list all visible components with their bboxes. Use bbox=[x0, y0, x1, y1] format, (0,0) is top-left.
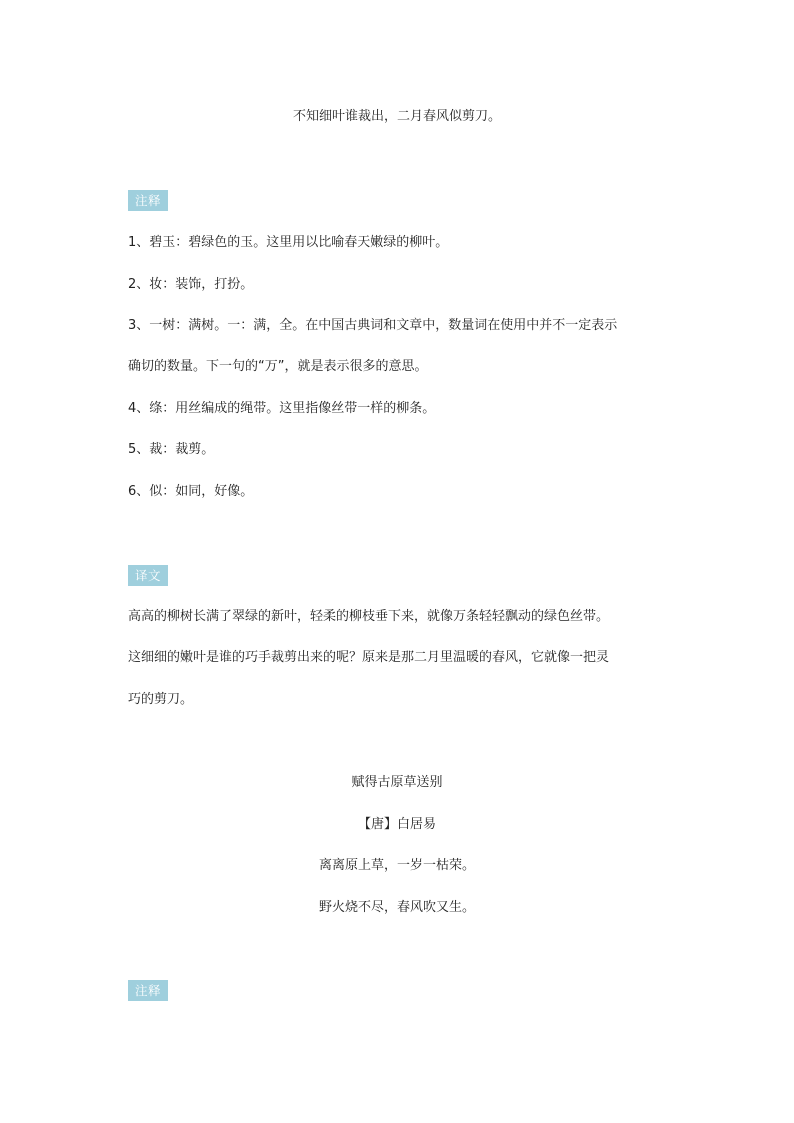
annotation-item-3: 3、一树：满树。一：满，全。在中国古典词和文章中，数量词在使用中并不一定表示 bbox=[128, 318, 618, 333]
annotation-item-6: 6、似：如同，好像。 bbox=[128, 484, 254, 499]
annotation-label-badge: 注释 bbox=[128, 190, 168, 211]
poem2-line-1: 离离原上草，一岁一枯荣。 bbox=[318, 858, 475, 873]
annotation-item-3-continued: 确切的数量。下一句的“万”，就是表示很多的意思。 bbox=[128, 359, 428, 374]
annotation-item-1: 1、碧玉：碧绿色的玉。这里用以比喻春天嫩绿的柳叶。 bbox=[128, 235, 449, 250]
translation-line-3: 巧的剪刀。 bbox=[128, 692, 194, 707]
annotation-item-4: 4、绦：用丝编成的绳带。这里指像丝带一样的柳条。 bbox=[128, 401, 436, 416]
translation-label-badge: 译文 bbox=[128, 565, 168, 586]
annotation-item-2: 2、妆：装饰，打扮。 bbox=[128, 277, 254, 292]
translation-line-1: 高高的柳树长满了翠绿的新叶，轻柔的柳枝垂下来，就像万条轻轻飘动的绿色丝带。 bbox=[128, 609, 610, 624]
poem2-line-2: 野火烧不尽，春风吹又生。 bbox=[318, 900, 475, 915]
translation-line-2: 这细细的嫩叶是谁的巧手裁剪出来的呢？原来是那二月里温暖的春风，它就像一把灵 bbox=[128, 650, 610, 665]
poem2-author: 【唐】白居易 bbox=[357, 817, 436, 832]
poem2-title: 赋得古原草送别 bbox=[351, 775, 443, 790]
annotation-item-5: 5、裁：裁剪。 bbox=[128, 442, 215, 457]
poem1-last-line: 不知细叶谁裁出，二月春风似剪刀。 bbox=[292, 109, 501, 124]
annotation-label-badge-2: 注释 bbox=[128, 980, 168, 1001]
